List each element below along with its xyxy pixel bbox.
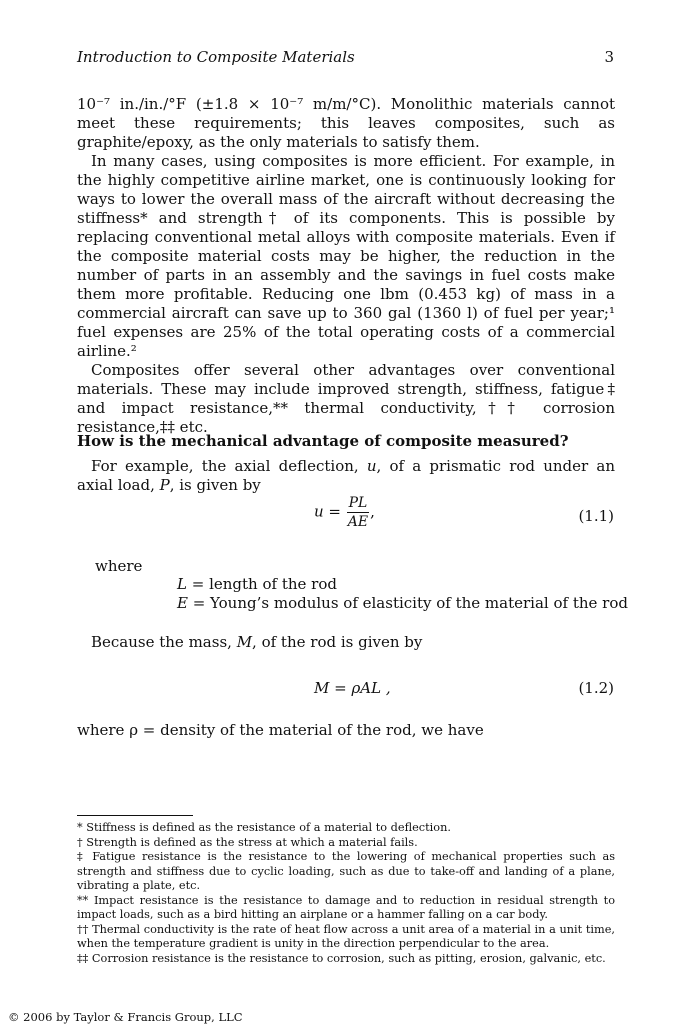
because-text-pre: Because the mass, [91, 633, 237, 651]
variable-u: u [366, 457, 377, 475]
equation-1-denominator: AE [347, 514, 369, 530]
paragraph-2: In many cases, using composites is more efficient. For example, in the highly competitive airline market, one is continuously looking for ways to lower the overall mass of the aircraft without decreasing the stiffness* and strength† of its components. This is possible by replacing conventional metal alloys with composite materials. Even if the composite material costs may be higher, the reduction in the number of parts in an assembly and the savings in fuel costs make them more profitable. Reducing one lbm (0.453 kg) of mass in a commercial aircraft can save up to 360 gal (1360 l) of fuel per year;¹ fuel expenses are 25% of the total operating costs of a commercial airline.² [77, 152, 615, 360]
equation-1-lhs: u = [314, 502, 341, 521]
equation-2-number: (1.2) [578, 679, 614, 697]
page-number: 3 [604, 48, 614, 66]
example-text-mid: , of a prismatic rod under an axial load, [77, 457, 615, 494]
equation-2: M = ρAL , [314, 679, 391, 697]
footnote-corrosion: ‡‡ Corrosion resistance is the resistance to corrosion, such as pitting, erosion, galvanic, etc. [77, 951, 606, 965]
example-paragraph [77, 457, 615, 495]
where-label: where [95, 557, 143, 575]
equation-1-suffix: , [370, 502, 375, 521]
because-sentence [91, 633, 422, 651]
equation-1-number: (1.1) [578, 507, 614, 525]
section-heading: How is the mechanical advantage of composite measured? [77, 432, 569, 450]
footnote-thermal: †† Thermal conductivity is the rate of heat flow across a unit area of a material in a unit time, when the temperature gradient is unity in the direction perpendicular to the area. [77, 922, 615, 950]
variable-m: M [236, 633, 253, 651]
definition-l-text: = length of the rod [186, 575, 337, 593]
example-text-post: , is given by [169, 476, 261, 494]
definition-l-symbol: L [177, 575, 187, 593]
because-text-post: , of the rod is given by [252, 633, 423, 651]
equation-1 [314, 495, 375, 530]
footnote-strength: † Strength is defined as the stress at which a material fails. [77, 835, 418, 849]
footnote-rule [77, 815, 193, 816]
running-header-title: Introduction to Composite Materials [77, 48, 355, 66]
definition-l [177, 575, 337, 593]
footnote-impact: ** Impact resistance is the resistance to damage and to reduction in residual strength to impact loads, such as a bird hitting an airplane or a hammer falling on a car body. [77, 893, 615, 921]
footnotes [77, 821, 615, 966]
paragraph-3: Composites offer several other advantages over conventional materials. These may include improved strength, stiffness, fatigue‡ and impact resistance,** thermal conductivity,†† corrosion resistance,‡‡ etc. [77, 361, 615, 436]
definition-e [177, 594, 628, 612]
body-text [77, 95, 615, 437]
footnote-fatigue: ‡ Fatigue resistance is the resistance to the lowering of mechanical properties such as strength and stiffness due to cyclic loading, such as due to take-off and landing of a plane, vibrating a plate, etc. [77, 850, 615, 892]
equation-1-numerator: PL [348, 495, 368, 511]
example-text-pre: For example, the axial deflection, [91, 457, 367, 475]
variable-p: P [159, 476, 170, 494]
where-rho-sentence: where ρ = density of the material of the rod, we have [77, 721, 484, 739]
footnote-stiffness: * Stiffness is defined as the resistance of a material to deflection. [77, 821, 451, 834]
definition-e-symbol: E [177, 594, 188, 612]
copyright-notice: © 2006 by Taylor & Francis Group, LLC [8, 1010, 243, 1024]
definition-e-text: = Young’s modulus of elasticity of the material of the rod [187, 594, 628, 612]
equation-1-fraction [346, 495, 370, 530]
paragraph-1: 10⁻⁷ in./in./°F (±1.8 × 10⁻⁷ m/m/°C). Monolithic materials cannot meet these requirements; this leaves composites, such as graphite/epoxy, as the only materials to satisfy them. [77, 95, 615, 151]
